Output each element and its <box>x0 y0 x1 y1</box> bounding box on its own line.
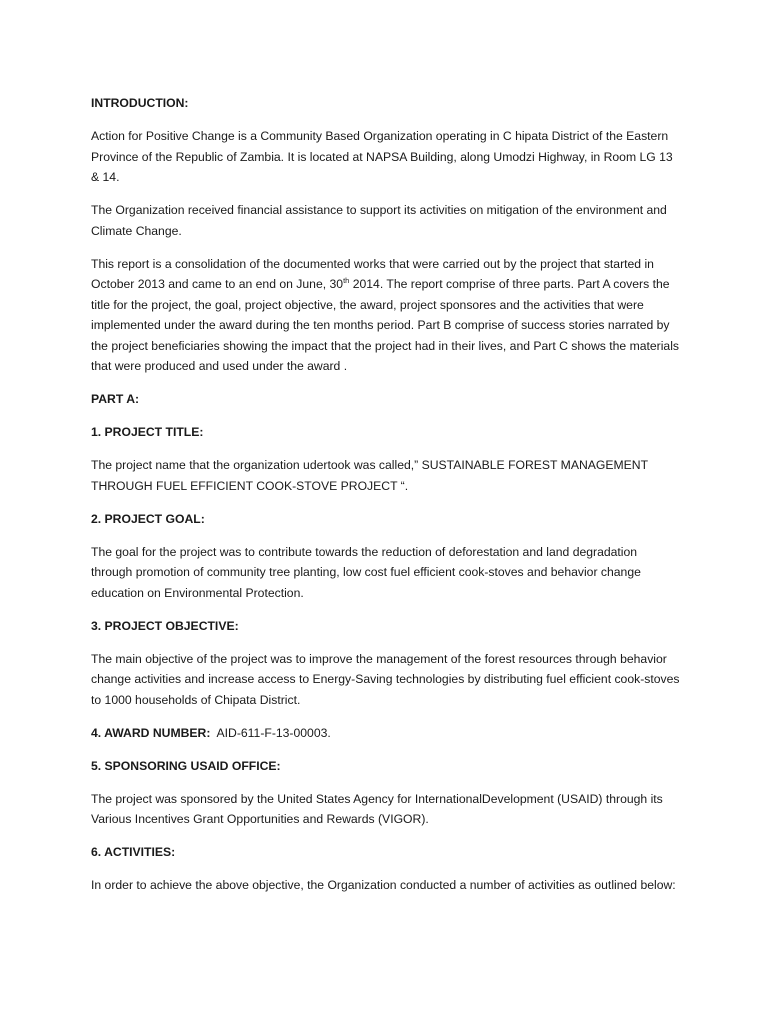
intro-paragraph-3-start: This report is a consolidation of the documented works that were carried out by the project that started in October 2013 and came to an end on June, 30 <box>91 256 654 291</box>
part-a-heading: PART A: <box>91 392 140 406</box>
project-title-text: The project name that the organization udertook was called,” SUSTAINABLE FOREST MANAGEMENT THROUGH FUEL EFFICIENT COOK-STOVE PROJECT “. <box>91 458 648 493</box>
project-objective-heading: 3. PROJECT OBJECTIVE: <box>91 618 239 633</box>
ordinal-suffix: th <box>343 275 350 285</box>
project-goal-heading: 2. PROJECT GOAL: <box>91 511 205 526</box>
introduction-heading: INTRODUCTION: <box>91 96 189 110</box>
activities-heading: 6. ACTIVITIES: <box>91 845 176 859</box>
sponsoring-office-text: The project was sponsored by the United States Agency for InternationalDevelopment (USAID) through its Various Incentives Grant Opportunities and Rewards (VIGOR). <box>91 791 663 826</box>
sponsoring-office-heading: 5. SPONSORING USAID OFFICE: <box>91 758 281 773</box>
intro-paragraph-1: Action for Positive Change is a Community Based Organization operating in C hipata District of the Eastern Province of the Republic of Zambia. It is located at NAPSA Building, along Umodzi Highway, in Room LG 13 & 14. <box>91 129 673 184</box>
project-title-heading: 1. PROJECT TITLE: <box>91 425 204 439</box>
award-number-value: AID-611-F-13-00003. <box>216 725 331 740</box>
award-number-line <box>91 723 681 744</box>
document-page <box>91 93 681 908</box>
project-objective-text: The main objective of the project was to improve the management of the forest resources through behavior change activities and increase access to Energy-Saving technologies by distributing fuel efficient cook-stoves to 1000 households of Chipata District. <box>91 651 680 707</box>
intro-paragraph-3-end: 2014. The report comprise of three parts. Part A covers the title for the project, the goal, project objective, the award, project sponsores and the activities that were implemented under the award during the ten months period. Part B comprise of success stories narrated by the project beneficiaries showing the impact that the project had in their lives, and Part C shows the materials that were produced and used under the award . <box>91 277 680 373</box>
intro-paragraph-3 <box>91 254 681 377</box>
award-number-label: 4. AWARD NUMBER: <box>91 725 211 740</box>
project-goal-text: The goal for the project was to contribute towards the reduction of deforestation and land degradation through promotion of community tree planting, low cost fuel efficient cook-stoves and behavior change education on Environmental Protection. <box>91 544 641 600</box>
intro-paragraph-2: The Organization received financial assistance to support its activities on mitigation of the environment and Climate Change. <box>91 203 667 238</box>
activities-text: In order to achieve the above objective, the Organization conducted a number of activities as outlined below: <box>91 878 676 892</box>
